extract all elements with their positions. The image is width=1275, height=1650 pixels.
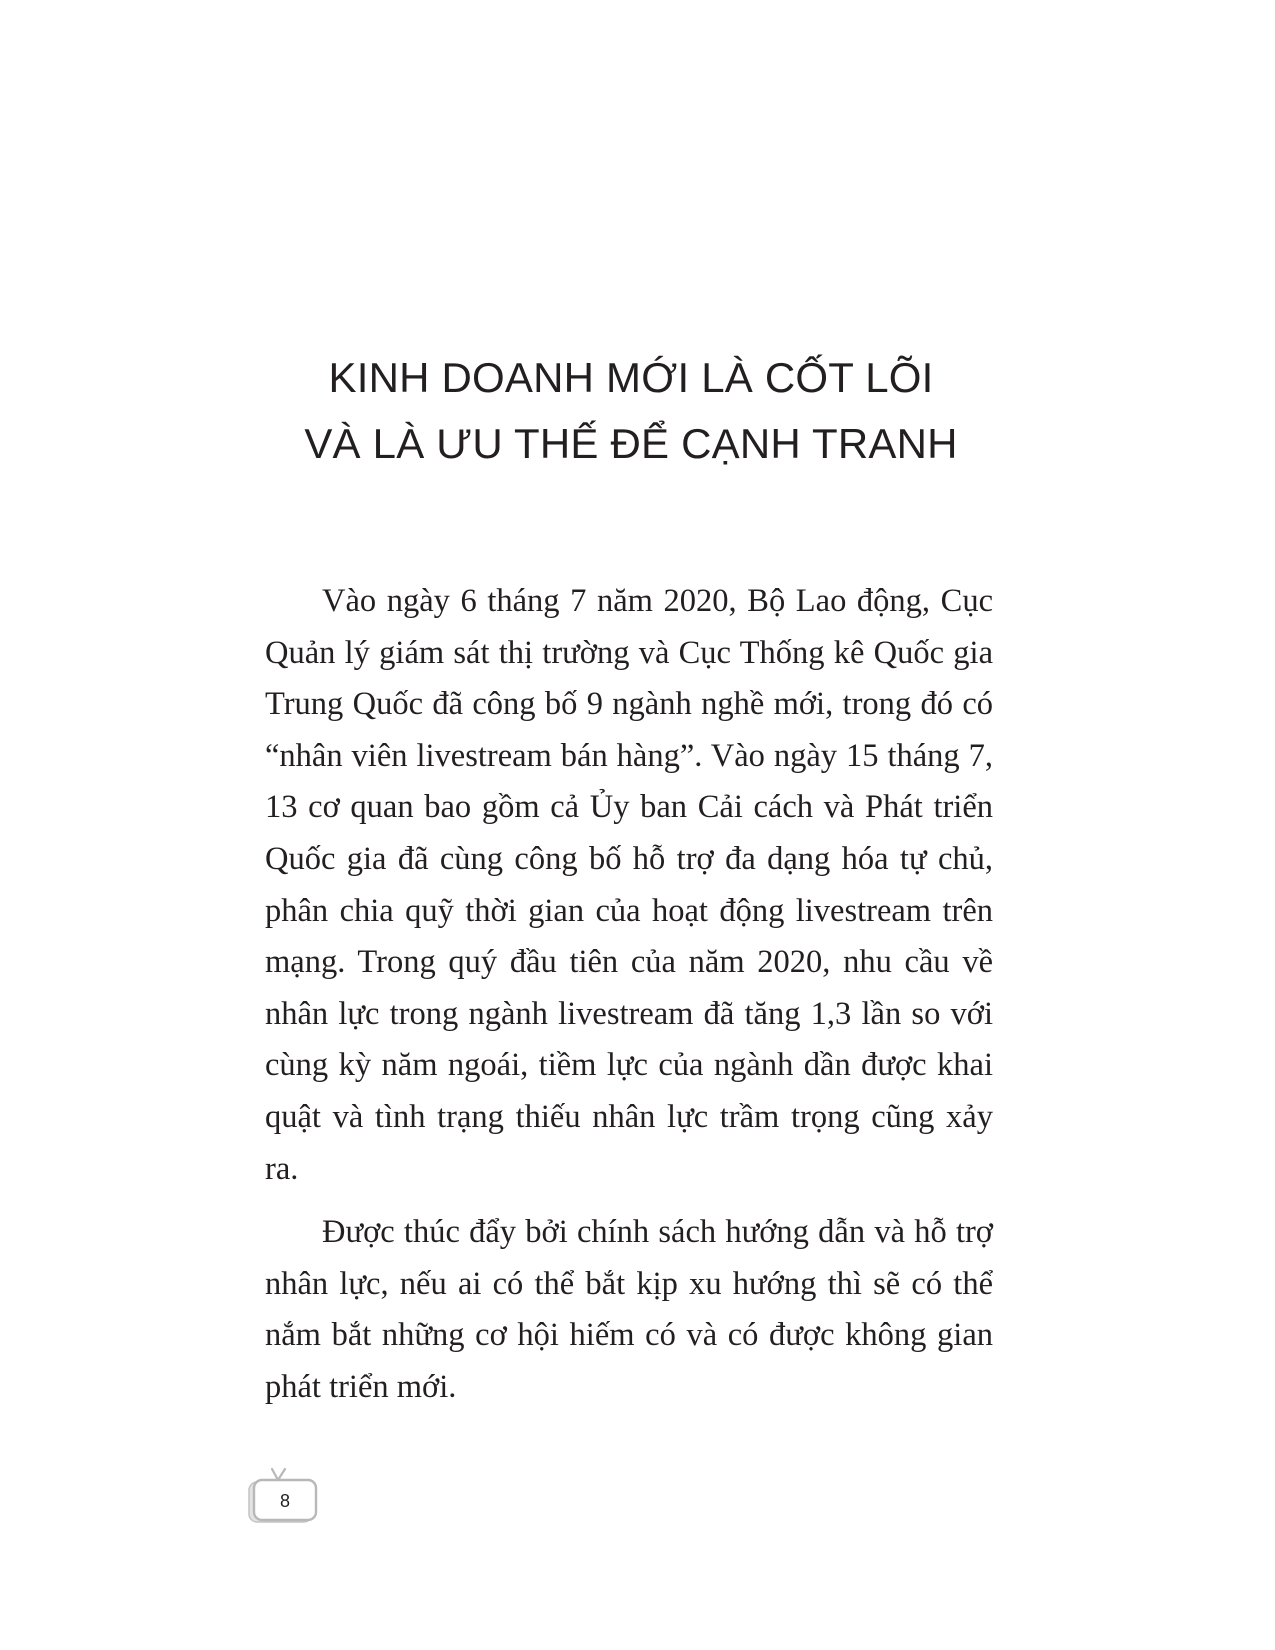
chapter-body [265,576,993,1414]
paragraph-1: Vào ngày 6 tháng 7 năm 2020, Bộ Lao động, Cục Quản lý giám sát thị trường và Cục Thống kê Quốc gia Trung Quốc đã công bố 9 ngành nghề mới, trong đó có “nhân viên livestream bán hàng”. Vào ngày 15 tháng 7, 13 cơ quan bao gồm cả Ủy ban Cải cách và Phát triển Quốc gia đã cùng công bố hỗ trợ đa dạng hóa tự chủ, phân chia quỹ thời gian của hoạt động livestream trên mạng. Trong quý đầu tiên của năm 2020, nhu cầu về nhân lực trong ngành livestream đã tăng 1,3 lần so với cùng kỳ năm ngoái, tiềm lực của ngành dần được khai quật và tình trạng thiếu nhân lực trầm trọng cũng xảy ra. [265,583,993,1187]
chapter-title [0,345,1262,477]
page-number-badge [248,1465,320,1523]
chapter-title-line-2: VÀ LÀ ƯU THẾ ĐỂ CẠNH TRANH [304,420,958,467]
paragraph-2: Được thúc đẩy bởi chính sách hướng dẫn và hỗ trợ nhân lực, nếu ai có thể bắt kịp xu hướng thì sẽ có thể nắm bắt những cơ hội hiếm có và có được không gian phát triển mới. [265,1214,993,1405]
page-number: 8 [279,1491,290,1511]
chapter-title-line-1: KINH DOANH MỚI LÀ CỐT LÕI [328,354,934,401]
